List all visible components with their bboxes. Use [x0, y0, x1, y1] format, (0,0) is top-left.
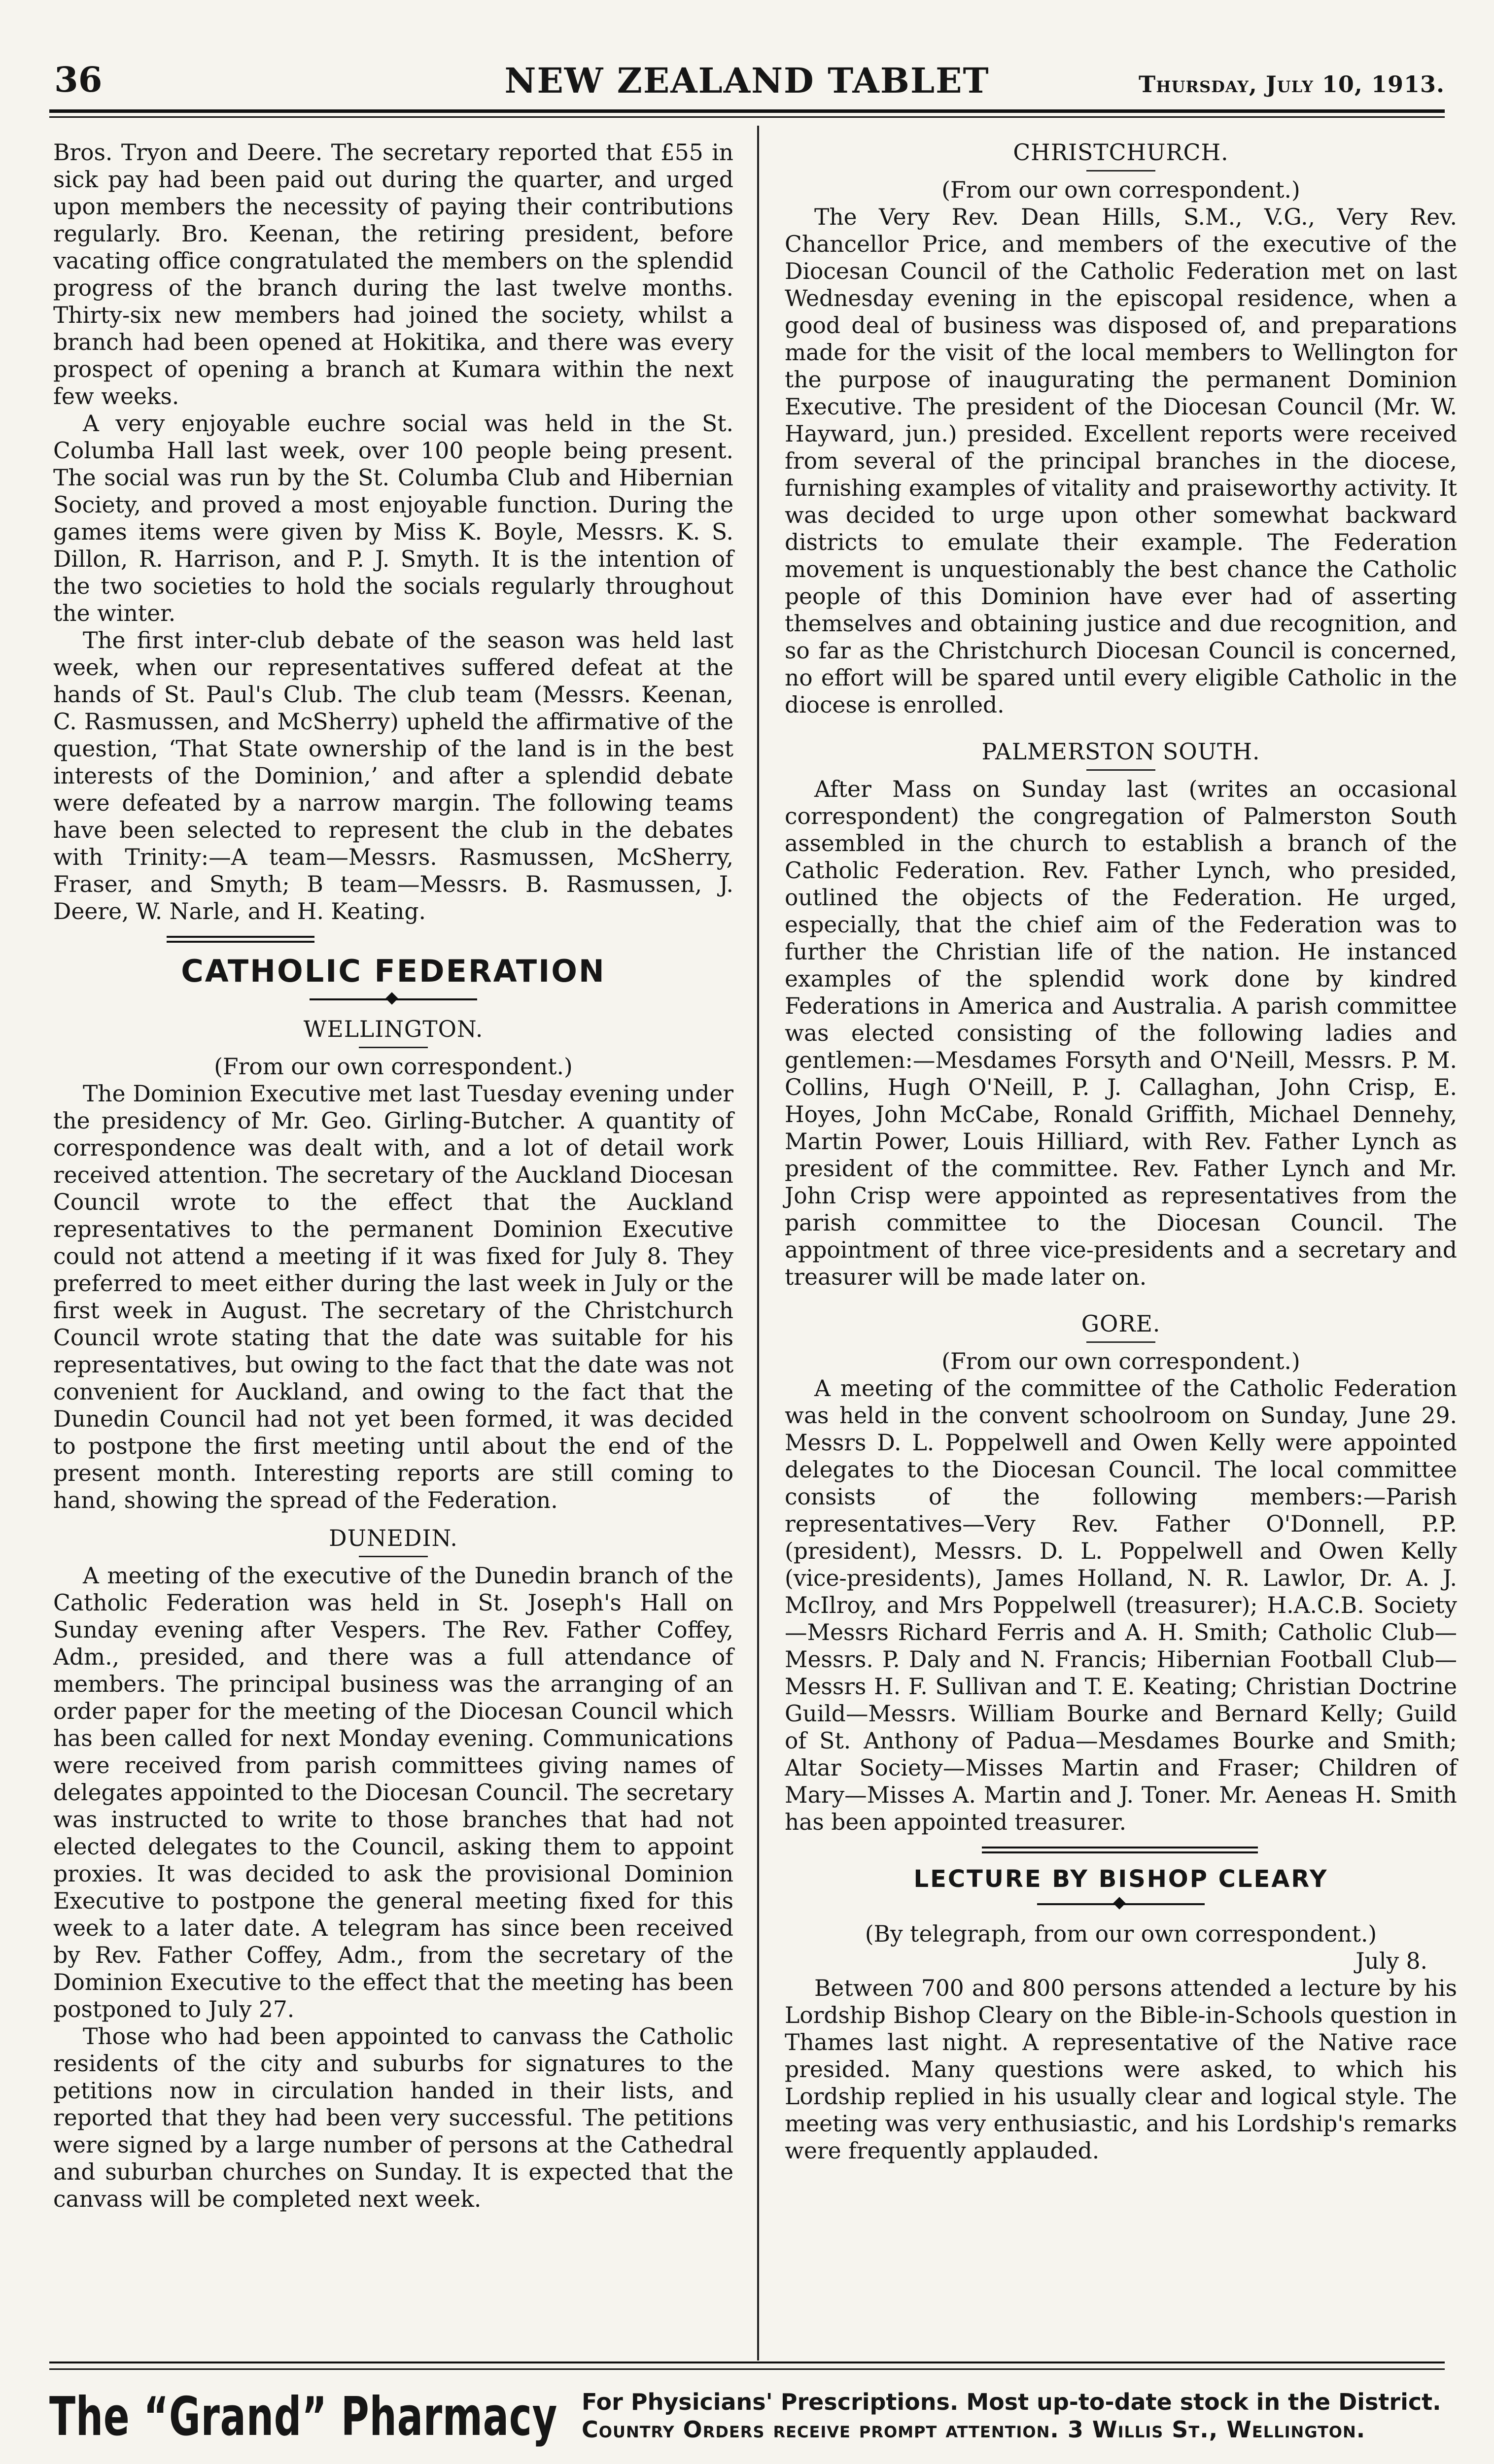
article-paragraph: The first inter-club debate of the season was held last week, when our representatives suffered defeat at the hands of St. Paul's Club. The club team (Messrs. Keenan, C. Rasmussen, and McSherry) upheld the affirmative of the question, ‘That State ownership of the land is in the best interests of the Dominion,’ and after a splendid debate were defeated by a narrow margin. The following teams have been selected to represent the club in the debates with Trinity:—A team—Messrs. Rasmussen, McSherry, Fraser, and Smyth; B team—Messrs. B. Rasmussen, J. Deere, W. Narle, and H. Keating.	[53, 627, 733, 924]
footer-rule	[49, 2361, 1445, 2363]
heading-rule	[359, 1556, 428, 1557]
subsection-heading: DUNEDIN.	[329, 1525, 458, 1551]
ad-line-1: For Physicians' Prescriptions. Most up-to-date stock in the District.	[582, 2389, 1441, 2415]
section-divider	[785, 1836, 1457, 1861]
diamond-rule	[310, 992, 477, 1007]
subsection-heading: PALMERSTON SOUTH.	[981, 739, 1260, 765]
section-divider	[53, 925, 733, 951]
article-paragraph: The Very Rev. Dean Hills, S.M., V.G., Very Rev. Chancellor Price, and members of the executive of the Diocesan Council of the Catholic Federation met on last Wednesday evening in the episcopal residence, when a good deal of business was disposed of, and preparations made for the visit of the local members to Wellington for the purpose of inaugurating the permanent Dominion Executive. The president of the Diocesan Council (Mr. W. Hayward, jun.) presided. Excellent reports were received from several of the principal branches in the diocese, furnishing examples of vitality and praiseworthy activity. It was decided to urge upon other somewhat backward districts to emulate their example. The Federation movement is unquestionably the best chance the Catholic people of this Dominion have ever had of asserting themselves and obtaining justice and due recognition, and so far as the Christchurch Diocesan Council is concerned, no effort will be spared until every eligible Catholic in the diocese is enrolled.	[785, 204, 1457, 718]
newspaper-title: NEW ZEALAND TABLET	[504, 60, 990, 101]
pharmacy-advertisement	[49, 2385, 1445, 2464]
byline: (From our own correspondent.)	[941, 177, 1300, 203]
page-number: 36	[54, 59, 103, 100]
right-column	[785, 139, 1457, 2164]
subsection-heading: CHRISTCHURCH.	[1013, 139, 1229, 166]
byline: (By telegraph, from our own correspondent.)	[865, 1921, 1377, 1947]
article-paragraph: A meeting of the executive of the Dunedin branch of the Catholic Federation was held in St. Joseph's Hall on Sunday evening after Vespers. The Rev. Father Coffey, Adm., presided, and there was a full attendance of members. The principal business was the arranging of an order paper for the meeting of the Diocesan Council which has been called for next Monday evening. Communications were received from parish committees giving names of delegates appointed to the Diocesan Council. The secretary was instructed to write to those branches that had not elected delegates to the Council, asking them to appoint proxies. It was decided to ask the provisional Dominion Executive to postpone the general meeting fixed for this week to a later date. A telegram has since been received by Rev. Father Coffey, Adm., from the secretary of the Dominion Executive to the effect that the meeting has been postponed to July 27.	[53, 1563, 733, 2022]
byline: (From our own correspondent.)	[214, 1054, 573, 1080]
article-paragraph: After Mass on Sunday last (writes an occasional correspondent) the congregation of Palmerston South assembled in the church to establish a branch of the Catholic Federation. Rev. Father Lynch, who presided, outlined the objects of the Federation. He urged, especially, that the chief aim of the Federation was to further the Christian life of the nation. He instanced examples of the splendid work done by kindred Federations in America and Australia. A parish committee was elected consisting of the following ladies and gentlemen:—Mesdames Forsyth and O'Neill, Messrs. P. M. Collins, Hugh O'Neill, P. J. Callaghan, John Crisp, E. Hoyes, John McCabe, Ronald Griffith, Michael Dennehy, Martin Power, Louis Hilliard, with Rev. Father Lynch as president of the committee. Rev. Father Lynch and Mr. John Crisp were appointed as representatives from the parish committee to the Diocesan Council. The appointment of three vice-presidents and a secretary and treasurer will be made later on.	[785, 776, 1457, 1290]
diamond-rule	[1037, 1897, 1205, 1912]
article-paragraph: Bros. Tryon and Deere. The secretary reported that £55 in sick pay had been paid out during the quarter, and urged upon members the necessity of paying their contributions regularly. Bro. Keenan, the retiring president, before vacating office congratulated the members on the splendid progress of the branch during the last twelve months. Thirty-six new members had joined the society, whilst a branch had been opened at Hokitika, and there was every prospect of opening a branch at Kumara within the next few weeks.	[53, 139, 733, 410]
byline: (From our own correspondent.)	[941, 1348, 1300, 1374]
ad-business-name: The “Grand” Pharmacy	[49, 2386, 558, 2448]
masthead	[49, 55, 1445, 104]
ad-line-2: Country Orders receive prompt attention. 3 Willis St., Wellington.	[582, 2416, 1366, 2443]
ad-text	[582, 2388, 1441, 2443]
issue-date: Thursday, July 10, 1913.	[1139, 71, 1445, 98]
section-title: LECTURE BY BISHOP CLEARY	[913, 1865, 1328, 1893]
heading-rule	[1086, 769, 1155, 771]
article-paragraph: A meeting of the committee of the Catholic Federation was held in the convent schoolroom on Sunday, June 29. Messrs D. L. Poppelwell and Owen Kelly were appointed delegates to the Diocesan Council. The local committee consists of the following members:—Parish representatives—Very Rev. Father O'Donnell, P.P. (president), Messrs. D. L. Poppelwell and Owen Kelly (vice-presidents), James Holland, N. R. Lawlor, Dr. A. J. McIlroy, and Mrs Poppelwell (treasurer); H.A.C.B. Society—Messrs Richard Ferris and A. H. Smith; Catholic Club—Messrs. P. Daly and N. Francis; Hibernian Football Club—Messrs H. F. Sullivan and T. E. Keating; Christian Doctrine Guild—Messrs. William Bourke and Bernard Kelly; Guild of St. Anthony of Padua—Mesdames Bourke and Smith; Altar Society—Misses Martin and Fraser; Children of Mary—Misses A. Martin and J. Toner. Mr. Aeneas H. Smith has been appointed treasurer.	[785, 1375, 1457, 1835]
footer-rule-thin	[49, 2368, 1445, 2370]
heading-rule	[1086, 170, 1155, 171]
header-rule-thin	[49, 116, 1445, 118]
column-divider	[757, 126, 759, 2361]
left-column	[53, 139, 733, 2213]
header-rule	[49, 109, 1445, 113]
dateline: July 8.	[1355, 1948, 1427, 1974]
article-paragraph: Those who had been appointed to canvass the Catholic residents of the city and suburbs for signatures to the petitions now in circulation handed in their lists, and reported that they had been very successful. The petitions were signed by a large number of persons at the Cathedral and suburban churches on Sunday. It is expected that the canvass will be completed next week.	[53, 2023, 733, 2212]
heading-rule	[359, 1047, 428, 1048]
article-paragraph: A very enjoyable euchre social was held in the St. Columba Hall last week, over 100 people being present. The social was run by the St. Columba Club and Hibernian Society, and proved a most enjoyable function. During the games items were given by Miss K. Boyle, Messrs. K. S. Dillon, R. Harrison, and P. J. Smyth. It is the intention of the two societies to hold the socials regularly throughout the winter.	[53, 411, 733, 626]
article-paragraph: The Dominion Executive met last Tuesday evening under the presidency of Mr. Geo. Girling-Butcher. A quantity of correspondence was dealt with, and a lot of detail work received attention. The secretary of the Auckland Diocesan Council wrote to the effect that the Auckland representatives to the permanent Dominion Executive could not attend a meeting if it was fixed for July 8. They preferred to meet either during the last week in July or the first week in August. The secretary of the Christchurch Council wrote stating that the date was suitable for his representatives, but owing to the fact that the date was not convenient for Auckland, and owing to the fact that the Dunedin Council had not yet been formed, it was decided to postpone the first meeting until about the end of the present month. Interesting reports are still coming to hand, showing the spread of the Federation.	[53, 1081, 733, 1513]
heading-rule	[1086, 1341, 1155, 1343]
subsection-heading: GORE.	[1081, 1311, 1161, 1337]
section-title: CATHOLIC FEDERATION	[181, 953, 606, 989]
subsection-heading: WELLINGTON.	[303, 1016, 484, 1042]
article-paragraph: Between 700 and 800 persons attended a lecture by his Lordship Bishop Cleary on the Bible-in-Schools question in Thames last night. A representative of the Native race presided. Many questions were asked, to which his Lordship replied in his usually clear and logical style. The meeting was very enthusiastic, and his Lordship's remarks were frequently applauded.	[785, 1975, 1457, 2164]
